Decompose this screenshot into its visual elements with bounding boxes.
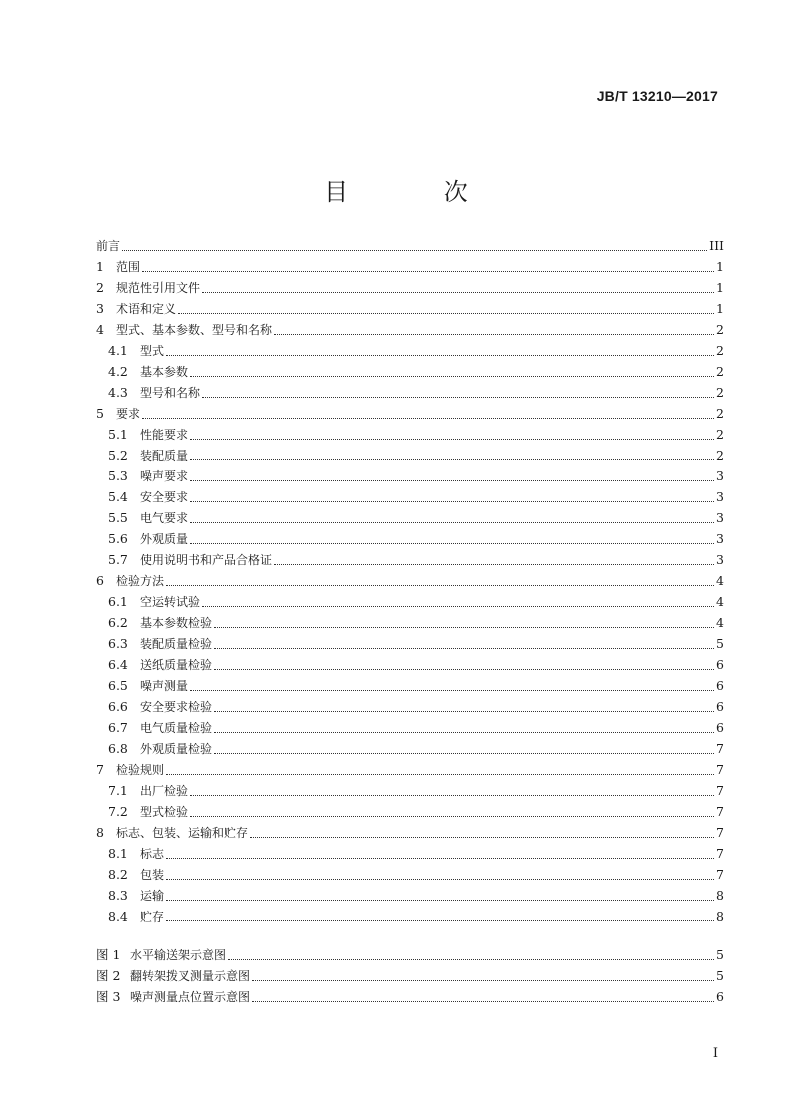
figure-list	[96, 945, 724, 1008]
dot-leader	[202, 605, 714, 607]
dot-leader	[250, 836, 714, 838]
entry-page: 7	[716, 845, 724, 861]
dot-leader	[122, 249, 707, 251]
figure-entry[interactable]	[96, 966, 724, 987]
entry-number: 8.1	[108, 845, 128, 861]
entry-number: 4.2	[108, 363, 128, 379]
entry-label: 基本参数	[140, 364, 189, 379]
dot-leader	[166, 773, 714, 775]
toc-entry[interactable]	[96, 823, 724, 844]
entry-page: 6	[716, 719, 724, 735]
entry-label: 外观质量检验	[140, 741, 213, 756]
entry-label: 型式、基本参数、型号和名称	[116, 322, 273, 337]
dot-leader	[214, 647, 714, 649]
entry-page: 3	[716, 510, 724, 526]
entry-number: 6	[96, 573, 104, 589]
dot-leader	[274, 333, 714, 335]
dot-leader	[166, 354, 714, 356]
toc-entry[interactable]	[96, 571, 724, 592]
dot-leader	[228, 958, 714, 960]
entry-number: 1	[96, 258, 104, 274]
entry-label: 安全要求	[140, 490, 189, 505]
entry-page: 8	[716, 908, 724, 924]
entry-number: 3	[96, 300, 104, 316]
entry-label: 噪声测量点位置示意图	[130, 989, 251, 1004]
toc-entry[interactable]	[96, 320, 724, 341]
entry-label: 外观质量	[140, 532, 189, 547]
entry-page: 1	[716, 300, 724, 316]
entry-number: 5.5	[108, 510, 128, 526]
entry-number: 图 2	[96, 967, 121, 983]
document-id: JB/T 13210—2017	[596, 88, 718, 104]
entry-number: 6.1	[108, 594, 128, 610]
entry-number: 8	[96, 824, 104, 840]
dot-leader	[190, 542, 714, 544]
entry-label: 检验规则	[116, 762, 165, 777]
dot-leader	[166, 899, 714, 901]
entry-number: 5.6	[108, 531, 128, 547]
entry-label: 出厂检验	[140, 783, 189, 798]
dot-leader	[190, 689, 714, 691]
entry-number: 6.3	[108, 636, 128, 652]
entry-page: 7	[716, 866, 724, 882]
dot-leader	[274, 563, 714, 565]
toc-entry[interactable]	[96, 781, 724, 802]
toc-entry[interactable]	[96, 865, 724, 886]
entry-number: 7.2	[108, 803, 128, 819]
entry-number: 6.8	[108, 740, 128, 756]
entry-page: 7	[716, 782, 724, 798]
dot-leader	[190, 375, 714, 377]
dot-leader	[190, 794, 714, 796]
toc-entry[interactable]	[96, 299, 724, 320]
entry-number: 7	[96, 761, 104, 777]
page-title: 目 次	[324, 178, 512, 206]
entry-page: 4	[716, 573, 724, 589]
entry-label: 贮存	[140, 909, 165, 924]
entry-page: 2	[716, 405, 724, 421]
entry-page: III	[709, 238, 724, 253]
dot-leader	[214, 626, 714, 628]
toc-entry[interactable]	[96, 802, 724, 823]
entry-page: 3	[716, 468, 724, 484]
entry-page: 2	[716, 321, 724, 337]
toc-entry[interactable]	[96, 760, 724, 781]
dot-leader	[142, 417, 714, 419]
entry-label: 性能要求	[140, 427, 189, 442]
toc-entry[interactable]	[96, 655, 724, 676]
entry-page: 6	[716, 657, 724, 673]
entry-label: 前言	[96, 239, 121, 253]
entry-label: 规范性引用文件	[116, 280, 201, 295]
entry-page: 3	[716, 531, 724, 547]
dot-leader	[166, 857, 714, 859]
toc-entry[interactable]	[96, 341, 724, 362]
toc-entry[interactable]	[96, 844, 724, 865]
entry-number: 6.2	[108, 615, 128, 631]
dot-leader	[190, 458, 714, 460]
entry-label: 运输	[140, 888, 165, 903]
entry-page: 2	[716, 426, 724, 442]
entry-label: 装配质量	[140, 448, 189, 463]
dot-leader	[142, 270, 714, 272]
entry-page: 2	[716, 447, 724, 463]
toc-entry[interactable]	[96, 718, 724, 739]
entry-label: 型式检验	[140, 804, 189, 819]
entry-page: 6	[716, 988, 724, 1004]
entry-label: 翻转架拨叉测量示意图	[130, 968, 251, 983]
toc-entry[interactable]	[96, 676, 724, 697]
entry-label: 要求	[116, 406, 141, 421]
dot-leader	[214, 752, 714, 754]
entry-page: 5	[716, 947, 724, 962]
toc-entry[interactable]	[96, 886, 724, 907]
entry-page: 2	[716, 384, 724, 400]
entry-label: 电气质量检验	[140, 720, 213, 735]
entry-page: 4	[716, 615, 724, 631]
entry-label: 空运转试验	[140, 595, 201, 610]
figure-entry[interactable]	[96, 945, 724, 966]
toc-entry[interactable]	[96, 466, 724, 487]
entry-page: 7	[716, 761, 724, 777]
entry-number: 8.2	[108, 866, 128, 882]
entry-label: 噪声测量	[140, 679, 189, 694]
entry-number: 5	[96, 405, 104, 421]
toc-entry[interactable]	[96, 236, 724, 257]
toc-entry[interactable]	[96, 425, 724, 446]
dot-leader	[178, 312, 714, 314]
entry-page: 3	[716, 552, 724, 568]
entry-label: 基本参数检验	[140, 616, 213, 631]
entry-label: 装配质量检验	[140, 637, 213, 652]
toc-entry[interactable]	[96, 278, 724, 299]
entry-label: 电气要求	[140, 511, 189, 526]
entry-page: 7	[716, 803, 724, 819]
entry-page: 5	[716, 967, 724, 983]
entry-number: 6.5	[108, 678, 128, 694]
dot-leader	[190, 479, 714, 481]
toc-entry[interactable]	[96, 739, 724, 760]
entry-number: 6.7	[108, 719, 128, 735]
entry-number: 图 3	[96, 988, 121, 1004]
entry-page: 2	[716, 342, 724, 358]
dot-leader	[190, 500, 714, 502]
dot-leader	[202, 291, 714, 293]
entry-label: 送纸质量检验	[140, 658, 213, 673]
entry-page: 6	[716, 698, 724, 714]
toc-entry[interactable]	[96, 257, 724, 278]
entry-label: 术语和定义	[116, 301, 177, 316]
entry-number: 图 1	[96, 947, 121, 962]
entry-number: 4	[96, 321, 104, 337]
dot-leader	[252, 1000, 714, 1002]
entry-page: 8	[716, 887, 724, 903]
dot-leader	[166, 919, 714, 921]
page-number: I	[712, 1046, 718, 1061]
entry-number: 5.2	[108, 447, 128, 463]
entry-label: 型号和名称	[140, 385, 201, 400]
entry-number: 2	[96, 279, 104, 295]
entry-page: 7	[716, 740, 724, 756]
figure-entry[interactable]	[96, 987, 724, 1008]
dot-leader	[202, 396, 714, 398]
entry-page: 1	[716, 258, 724, 274]
dot-leader	[190, 521, 714, 523]
toc-entry[interactable]	[96, 550, 724, 571]
toc-entry[interactable]	[96, 362, 724, 383]
entry-page: 3	[716, 489, 724, 505]
dot-leader	[214, 710, 714, 712]
entry-number: 4.3	[108, 384, 128, 400]
entry-number: 6.4	[108, 657, 128, 673]
dot-leader	[214, 731, 714, 733]
entry-label: 检验方法	[116, 574, 165, 589]
toc-entry[interactable]	[96, 529, 724, 550]
entry-label: 标志	[140, 846, 165, 861]
toc-entry[interactable]	[96, 592, 724, 613]
table-of-contents	[96, 236, 724, 927]
entry-label: 安全要求检验	[140, 699, 213, 714]
entry-page: 2	[716, 363, 724, 379]
entry-page: 6	[716, 678, 724, 694]
entry-number: 5.4	[108, 489, 128, 505]
toc-entry[interactable]	[96, 613, 724, 634]
entry-number: 8.3	[108, 887, 128, 903]
entry-label: 范围	[116, 259, 141, 274]
entry-page: 5	[716, 636, 724, 652]
dot-leader	[252, 979, 714, 981]
entry-number: 8.4	[108, 908, 128, 924]
dot-leader	[190, 438, 714, 440]
dot-leader	[166, 584, 714, 586]
dot-leader	[190, 815, 714, 817]
entry-page: 4	[716, 594, 724, 610]
entry-label: 使用说明书和产品合格证	[140, 553, 273, 568]
entry-number: 5.7	[108, 552, 128, 568]
toc-entry[interactable]	[96, 907, 724, 928]
entry-page: 7	[716, 824, 724, 840]
toc-entry[interactable]	[96, 634, 724, 655]
entry-number: 5.3	[108, 468, 128, 484]
entry-label: 型式	[140, 343, 165, 358]
dot-leader	[166, 878, 714, 880]
toc-entry[interactable]	[96, 446, 724, 467]
toc-entry[interactable]	[96, 383, 724, 404]
entry-page: 1	[716, 279, 724, 295]
toc-entry[interactable]	[96, 508, 724, 529]
toc-entry[interactable]	[96, 697, 724, 718]
entry-label: 包装	[140, 867, 165, 882]
entry-label: 噪声要求	[140, 469, 189, 484]
toc-entry[interactable]	[96, 404, 724, 425]
entry-number: 7.1	[108, 782, 128, 798]
dot-leader	[214, 668, 714, 670]
entry-number: 6.6	[108, 698, 128, 714]
toc-entry[interactable]	[96, 487, 724, 508]
entry-label: 水平输送架示意图	[130, 948, 227, 962]
entry-number: 4.1	[108, 342, 128, 358]
entry-label: 标志、包装、运输和贮存	[116, 825, 249, 840]
entry-number: 5.1	[108, 426, 128, 442]
